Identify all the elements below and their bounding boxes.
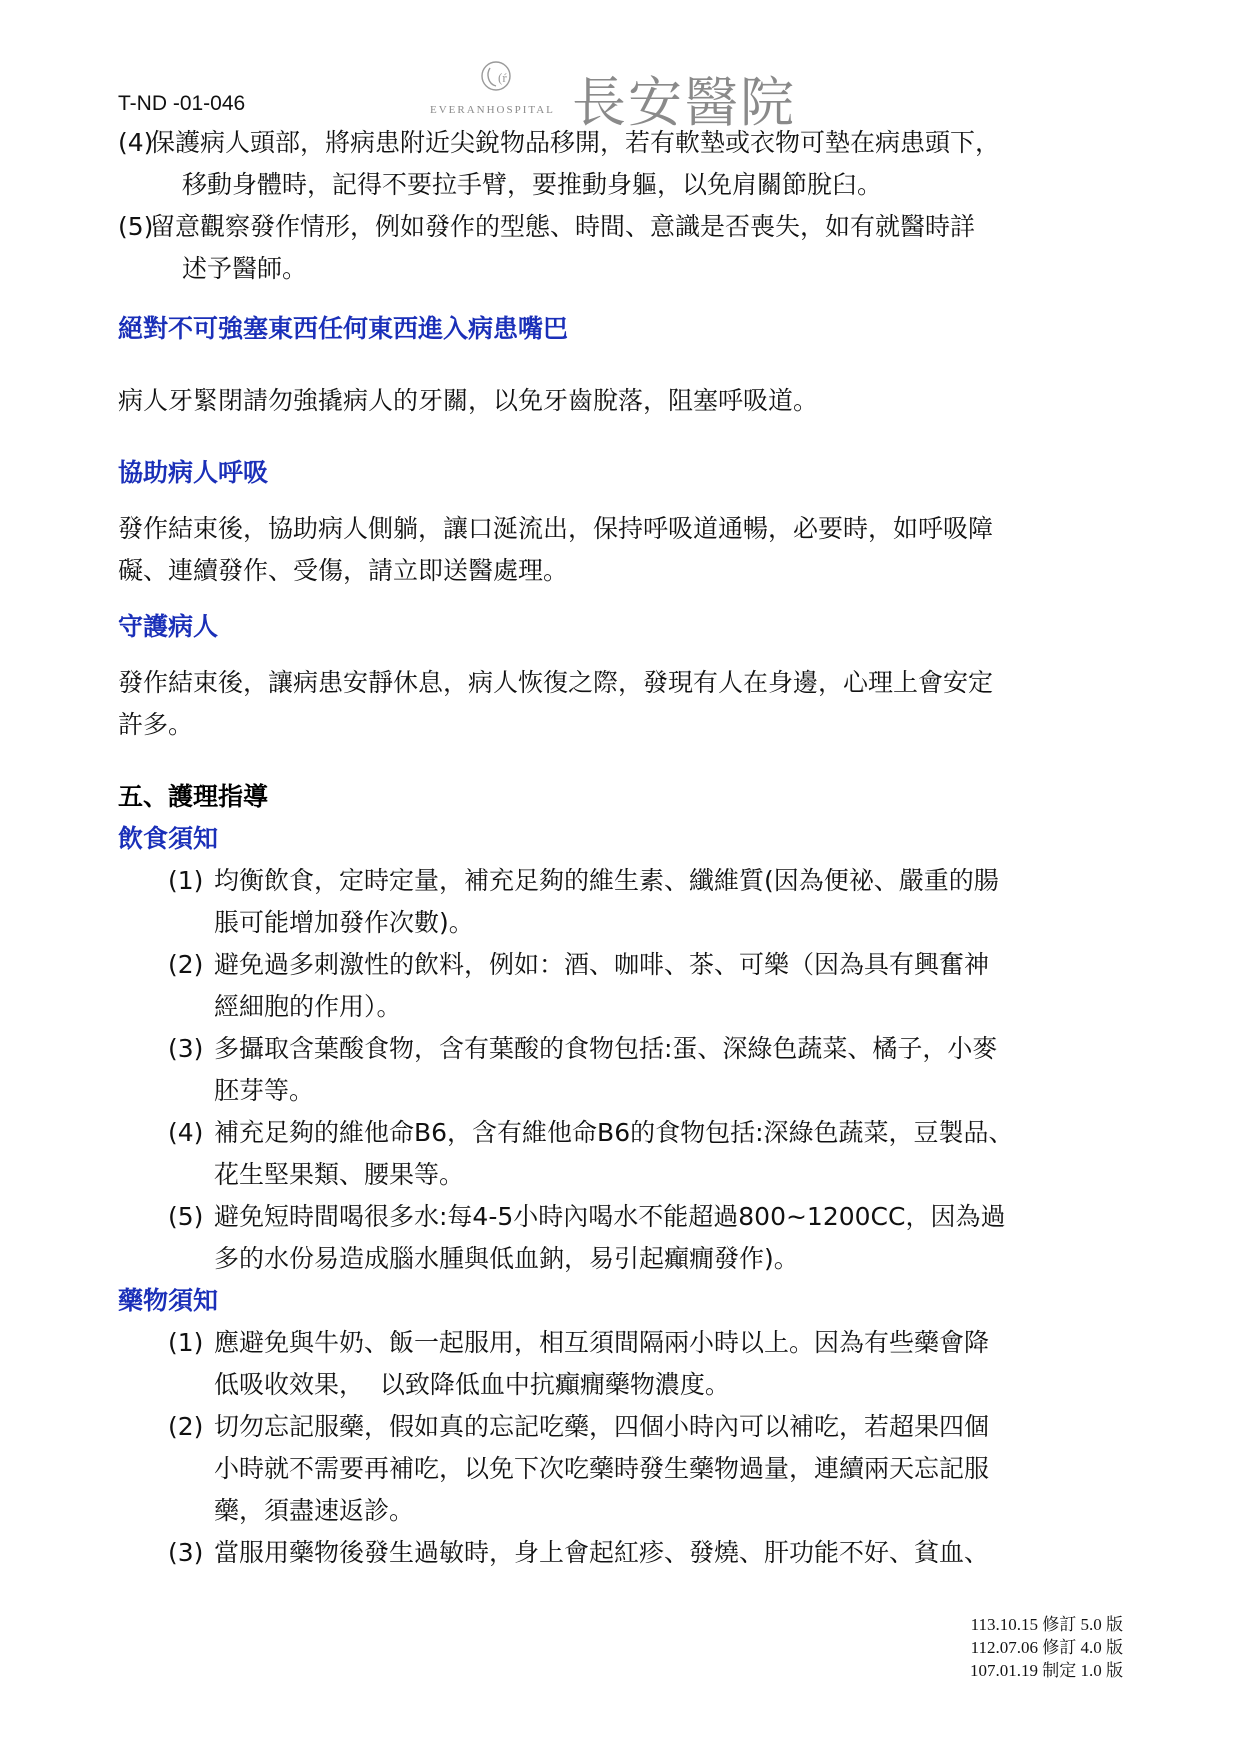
item-line: 述予醫師。 xyxy=(182,254,308,283)
mouth-text: 病人牙緊閉請勿強撬病人的牙關，以免牙齒脫落，阻塞呼吸道。 xyxy=(118,386,819,415)
item-text xyxy=(214,1112,1130,1196)
hospital-emblem-icon xyxy=(476,58,516,98)
item-number: (5) xyxy=(118,212,154,241)
item-text xyxy=(214,944,1130,1028)
item-line: 應避免與牛奶、飯一起服用，相互須間隔兩小時以上。因為有些藥會降 xyxy=(214,1328,990,1357)
paragraph-line: 發作結束後，讓病患安靜休息，病人恢復之際，發現有人在身邊，心理上會安定 xyxy=(118,668,994,697)
guard-paragraph xyxy=(118,662,1130,746)
document-body xyxy=(118,122,1130,1574)
item-text xyxy=(214,1196,1130,1280)
item-line: 經細胞的作用）。 xyxy=(214,992,402,1021)
revision-history xyxy=(970,1613,1123,1682)
list-item xyxy=(168,1196,1130,1280)
item-line: 小時就不需要再補吃，以免下次吃藥時發生藥物過量，連續兩天忘記服 xyxy=(214,1454,990,1483)
item-number: (5) xyxy=(168,1202,204,1231)
paragraph-line: 發作結束後，協助病人側躺，讓口涎流出，保持呼吸道通暢，必要時，如呼吸障 xyxy=(118,514,994,543)
list-item xyxy=(168,1112,1130,1196)
item-number: (2) xyxy=(168,950,204,979)
item-number: (1) xyxy=(168,1328,204,1357)
list-item xyxy=(168,1406,1130,1532)
item-line: 低吸收效果， 以致降低血中抗癲癇藥物濃度。 xyxy=(214,1370,730,1399)
emblem-letters: (ŕ xyxy=(498,70,507,85)
item-text xyxy=(214,1028,1130,1112)
item-text xyxy=(214,1532,1130,1574)
list-item xyxy=(168,1028,1130,1112)
item-line: 避免短時間喝很多水:每4-5小時內喝水不能超過800~1200CC，因為過 xyxy=(214,1202,1006,1231)
revision-line: 113.10.15 修訂 5.0 版 xyxy=(970,1615,1123,1634)
diet-list xyxy=(118,860,1130,1280)
item-number: (4) xyxy=(168,1118,204,1147)
medication-heading: 藥物須知 xyxy=(118,1286,219,1315)
item-line: 當服用藥物後發生過敏時，身上會起紅疹、發燒、肝功能不好、貧血、 xyxy=(214,1538,990,1567)
document-code: T-ND -01-046 xyxy=(118,92,246,115)
item-line: 移動身體時，記得不要拉手臂，要推動身軀，以免肩關節脫臼。 xyxy=(182,170,883,199)
revision-line: 107.01.19 制定 1.0 版 xyxy=(970,1661,1123,1680)
revision-line: 112.07.06 修訂 4.0 版 xyxy=(970,1638,1123,1657)
breathing-heading: 協助病人呼吸 xyxy=(118,458,269,487)
mouth-heading: 絕對不可強塞東西任何東西進入病患嘴巴 xyxy=(118,314,569,343)
item-line: 切勿忘記服藥，假如真的忘記吃藥，四個小時內可以補吃，若超果四個 xyxy=(214,1412,990,1441)
logo-english-name: EVERANHOSPITAL xyxy=(430,104,555,116)
item-line: 均衡飲食，定時定量，補充足夠的維生素、纖維質(因為便祕、嚴重的腸 xyxy=(214,866,999,895)
list-item xyxy=(118,122,1130,206)
list-item xyxy=(168,1532,1130,1574)
item-number: (2) xyxy=(168,1412,204,1441)
diet-heading: 飲食須知 xyxy=(118,824,219,853)
logo-chinese-name: 長安醫院 xyxy=(572,71,796,134)
item-text xyxy=(214,860,1130,944)
paragraph-line: 礙、連續發作、受傷，請立即送醫處理。 xyxy=(118,556,569,585)
item-text xyxy=(214,1322,1130,1406)
guard-heading: 守護病人 xyxy=(118,612,219,641)
continued-list xyxy=(118,122,1130,290)
nursing-title: 五、護理指導 xyxy=(118,782,269,811)
item-number: (1) xyxy=(168,866,204,895)
item-line: 多攝取含葉酸食物，含有葉酸的食物包括:蛋、深綠色蔬菜、橘子，小麥 xyxy=(214,1034,998,1063)
item-text xyxy=(150,122,1130,206)
item-line: 避免過多刺激性的飲料，例如：酒、咖啡、茶、可樂（因為具有興奮神 xyxy=(214,950,990,979)
item-number: (4) xyxy=(118,128,154,157)
item-line: 保護病人頭部，將病患附近尖銳物品移開，若有軟墊或衣物可墊在病患頭下， xyxy=(150,128,1001,157)
item-line: 花生堅果類、腰果等。 xyxy=(214,1160,465,1189)
list-item xyxy=(168,860,1130,944)
item-number: (3) xyxy=(168,1538,204,1567)
medication-list xyxy=(118,1322,1130,1574)
paragraph-line: 許多。 xyxy=(118,710,194,739)
list-item xyxy=(118,206,1130,290)
item-line: 脹可能增加發作次數)。 xyxy=(214,908,474,937)
item-line: 留意觀察發作情形，例如發作的型態、時間、意識是否喪失，如有就醫時詳 xyxy=(150,212,976,241)
item-text xyxy=(150,206,1130,290)
item-number: (3) xyxy=(168,1034,204,1063)
item-line: 藥，須盡速返診。 xyxy=(214,1496,415,1525)
item-text xyxy=(214,1406,1130,1532)
list-item xyxy=(168,944,1130,1028)
item-line: 胚芽等。 xyxy=(214,1076,315,1105)
item-line: 補充足夠的維他命B6，含有維他命B6的食物包括:深綠色蔬菜，豆製品、 xyxy=(214,1118,1014,1147)
item-line: 多的水份易造成腦水腫與低血鈉，易引起癲癇發作)。 xyxy=(214,1244,799,1273)
breathing-paragraph xyxy=(118,508,1130,592)
list-item xyxy=(168,1322,1130,1406)
